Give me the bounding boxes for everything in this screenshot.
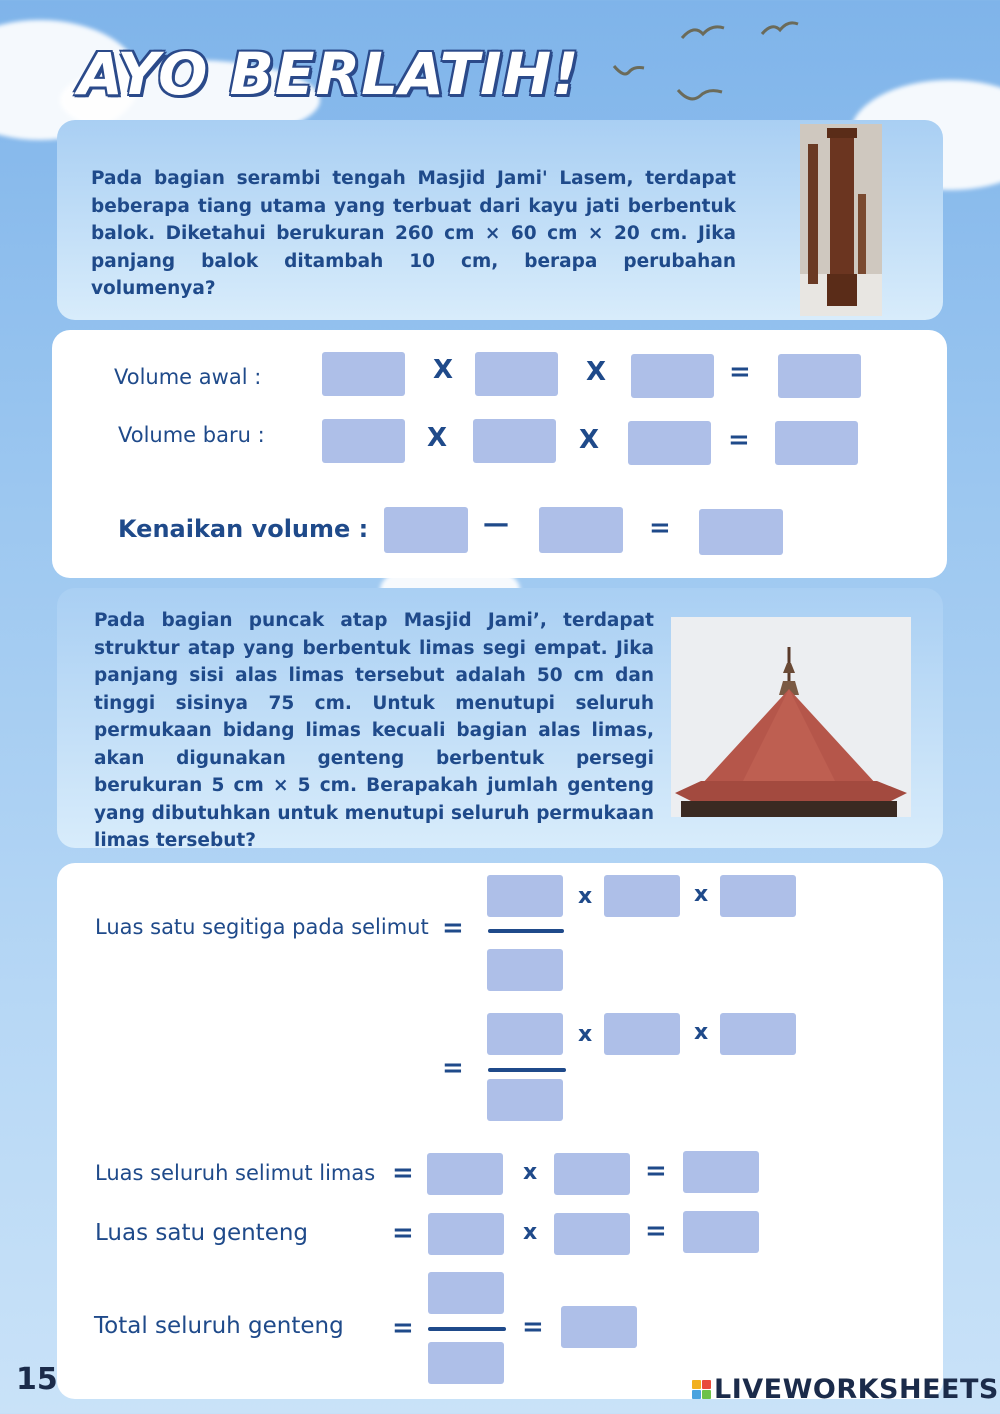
times-sign: X bbox=[433, 355, 454, 385]
times-sign: x bbox=[694, 882, 709, 907]
times-sign: X bbox=[579, 425, 600, 455]
answer-input[interactable] bbox=[778, 354, 861, 398]
page-number: 15 bbox=[16, 1362, 58, 1397]
answer-input[interactable] bbox=[554, 1153, 630, 1195]
luas-segitiga-label: Luas satu segitiga pada selimut bbox=[95, 915, 429, 939]
times-sign: x bbox=[523, 1220, 538, 1245]
luas-genteng-label: Luas satu genteng bbox=[95, 1220, 309, 1246]
fraction-bar bbox=[488, 929, 564, 933]
answer-input[interactable] bbox=[604, 875, 680, 917]
bird-icon bbox=[680, 20, 726, 42]
total-genteng-label: Total seluruh genteng bbox=[94, 1313, 344, 1339]
answer-input[interactable] bbox=[561, 1306, 637, 1348]
answer-input[interactable] bbox=[487, 1079, 563, 1121]
bird-icon bbox=[676, 84, 724, 106]
answer-input[interactable] bbox=[322, 352, 405, 396]
equals-sign: = bbox=[392, 1218, 414, 1248]
answer-input[interactable] bbox=[683, 1211, 759, 1253]
brand-name: LIVEWORKSHEETS bbox=[714, 1374, 999, 1405]
answer-input[interactable] bbox=[322, 419, 405, 463]
equals-sign: = bbox=[392, 1158, 414, 1188]
liveworksheets-logo-icon bbox=[692, 1380, 711, 1399]
tiled-roof-photo bbox=[671, 617, 911, 817]
answer-input[interactable] bbox=[720, 1013, 796, 1055]
brand-logo[interactable] bbox=[692, 1374, 999, 1405]
times-sign: X bbox=[427, 423, 448, 453]
answer-input[interactable] bbox=[487, 875, 563, 917]
answer-input[interactable] bbox=[473, 419, 556, 463]
answer-input[interactable] bbox=[487, 949, 563, 991]
bird-icon bbox=[760, 18, 800, 38]
answer-input[interactable] bbox=[428, 1213, 504, 1255]
volume-awal-label: Volume awal : bbox=[114, 365, 262, 389]
equals-sign: = bbox=[645, 1216, 667, 1246]
answer-input[interactable] bbox=[487, 1013, 563, 1055]
times-sign: x bbox=[578, 1022, 593, 1047]
question-1-text: Pada bagian serambi tengah Masjid Jami' Lasem, terdapat beberapa tiang utama yang terbuat dari kayu jati berbentuk balok. Diketahui berukuran 260 cm × 60 cm × 20 cm. Jika panjang balok ditambah 10 cm, berapa perubahan volumenya? bbox=[91, 168, 736, 299]
question-2-text: Pada bagian puncak atap Masjid Jami’, terdapat struktur atap yang berbentuk limas segi empat. Jika panjang sisi alas limas tersebut adalah 50 cm dan tinggi sisinya 75 cm. Untuk menutupi seluruh permukaan bidang limas kecuali bagian alas limas, akan digunakan genteng berbentuk persegi berukuran 5 cm × 5 cm. Berapakah jumlah genteng yang dibutuhkan untuk menutupi seluruh permukaan limas tersebut? bbox=[94, 610, 654, 851]
answer-input[interactable] bbox=[539, 507, 623, 553]
answer-input[interactable] bbox=[604, 1013, 680, 1055]
answer-input[interactable] bbox=[631, 354, 714, 398]
times-sign: x bbox=[578, 884, 593, 909]
equals-sign: = bbox=[522, 1312, 544, 1342]
page-title: AYO BERLATIH! bbox=[78, 40, 580, 108]
answer-input[interactable] bbox=[475, 352, 558, 396]
answer-input[interactable] bbox=[428, 1272, 504, 1314]
times-sign: x bbox=[523, 1160, 538, 1185]
equals-sign: = bbox=[442, 913, 464, 943]
answer-input[interactable] bbox=[428, 1342, 504, 1384]
equals-sign: = bbox=[645, 1156, 667, 1186]
times-sign: x bbox=[694, 1020, 709, 1045]
equals-sign: = bbox=[649, 513, 671, 543]
answer-input[interactable] bbox=[554, 1213, 630, 1255]
luas-selimut-label: Luas seluruh selimut limas bbox=[95, 1161, 376, 1185]
answer-input[interactable] bbox=[427, 1153, 503, 1195]
fraction-bar bbox=[488, 1068, 566, 1072]
answer-input[interactable] bbox=[720, 875, 796, 917]
equals-sign: = bbox=[392, 1313, 414, 1343]
equals-sign: = bbox=[728, 425, 750, 455]
bird-icon bbox=[612, 62, 646, 80]
volume-baru-label: Volume baru : bbox=[118, 423, 265, 447]
equals-sign: = bbox=[442, 1053, 464, 1083]
wooden-pillar-photo bbox=[800, 124, 882, 316]
equals-sign: = bbox=[729, 357, 751, 387]
answer-input[interactable] bbox=[384, 507, 468, 553]
answer-input[interactable] bbox=[699, 509, 783, 555]
minus-sign: — bbox=[483, 509, 509, 539]
times-sign: X bbox=[586, 357, 607, 387]
answer-input[interactable] bbox=[628, 421, 711, 465]
fraction-bar bbox=[428, 1327, 506, 1331]
kenaikan-volume-label: Kenaikan volume : bbox=[118, 515, 369, 543]
answer-input[interactable] bbox=[775, 421, 858, 465]
answer-input[interactable] bbox=[683, 1151, 759, 1193]
